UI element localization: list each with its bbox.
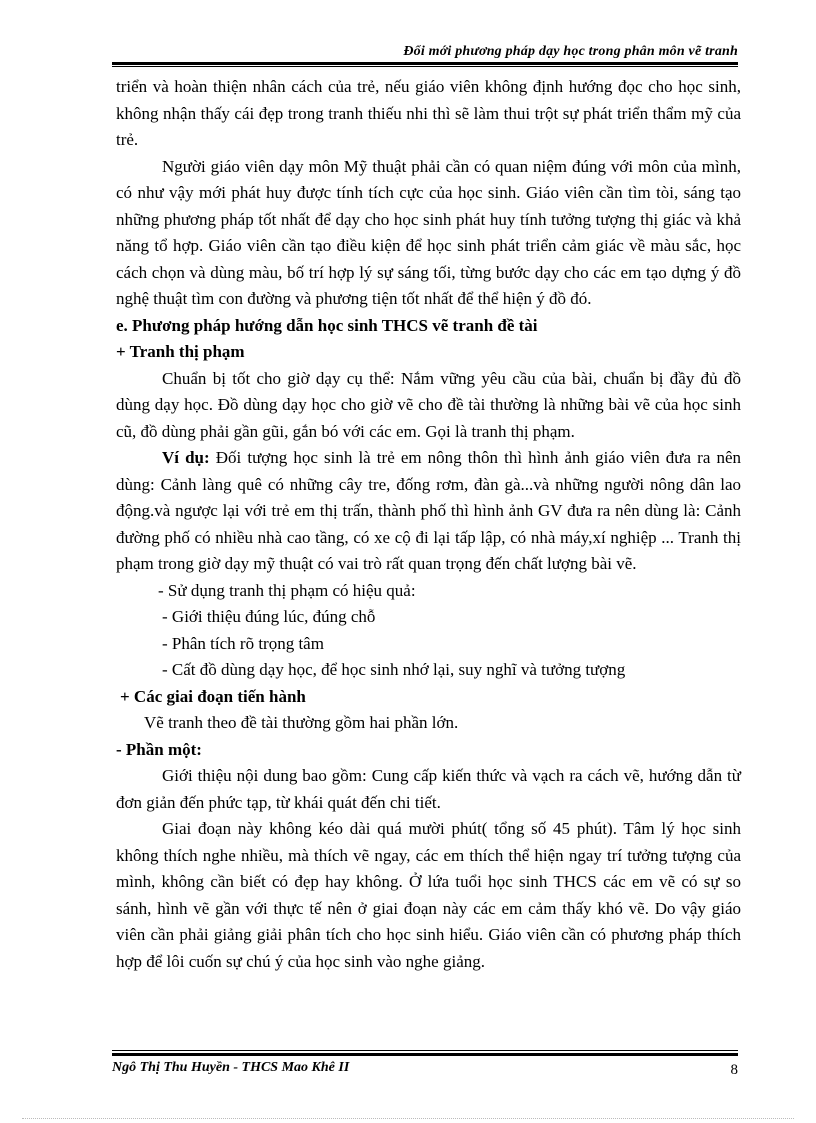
- example-text: Đối tượng học sinh là trẻ em nông thôn thì hình ảnh giáo viên đưa ra nên dùng: Cảnh làng quê có những cây tre, đống rơm, đàn gà...và những người nông dân lao động.và ngược lại với trẻ em thị trấn, thành phố thì hình ảnh GV đưa ra nên dùng là: Cảnh đường phố có nhiều nhà cao tầng, có xe cộ đi lại tấp lập, có nhà máy,xí nghiệp ... Tranh thị phạm trong giờ dạy mỹ thuật có vai trò rất quan trọng đến chất lượng bài vẽ.: [116, 448, 742, 573]
- paragraph: Giai đoạn này không kéo dài quá mười phút( tổng số 45 phút). Tâm lý học sinh không thích nghe nhiều, mà thích vẽ ngay, các em thích thể hiện ngay trí tưởng tượng của mình, không cần biết có đẹp hay không. Ở lứa tuổi học sinh THCS các em vẽ có sự so sánh, hình vẽ gần với thực tế nên ở giai đoạn này các em cảm thấy khó vẽ. Do vậy giáo viên cần phải giảng giải phân tích cho học sinh hiểu. Giáo viên cần có phương pháp thích hợp để lôi cuốn sự chú ý của học sinh vào nghe giảng.: [116, 819, 741, 971]
- paragraph: Giới thiệu nội dung bao gồm: Cung cấp kiến thức và vạch ra cách vẽ, hướng dẫn từ đơn giản đến phức tạp, từ khái quát đến chi tiết.: [116, 766, 741, 812]
- header-rule: [112, 62, 738, 65]
- page-edge-divider: [22, 1118, 794, 1119]
- header-rule-thin: [112, 66, 738, 67]
- paragraph: triển và hoàn thiện nhân cách của trẻ, nếu giáo viên không định hướng đọc cho học sinh, không nhận thấy cái đẹp trong tranh thiếu nhi thì sẽ làm thui trột sự phát triển thẩm mỹ của trẻ.: [116, 77, 741, 149]
- footer-author: Ngô Thị Thu Huyền - THCS Mao Khê II: [112, 1060, 350, 1075]
- stages-text: Vẽ tranh theo đề tài thường gồm hai phần lớn.: [144, 713, 459, 732]
- example-label: Ví dụ:: [162, 448, 210, 467]
- page-number: 8: [730, 1062, 738, 1078]
- list-item: - Giới thiệu đúng lúc, đúng chỗ: [162, 607, 376, 626]
- list-item: - Phân tích rõ trọng tâm: [162, 633, 324, 653]
- footer-rule-thin: [112, 1050, 738, 1051]
- paragraph: Chuẩn bị tốt cho giờ dạy cụ thể: Nắm vững yêu cầu của bài, chuẩn bị đầy đủ đồ dùng dạy học. Đồ dùng dạy học cho giờ vẽ cho đề tài thường là những bài vẽ của học sinh cũ, đồ dùng phải gần gũi, gắn bó với các em. Gọi là tranh thị phạm.: [116, 368, 741, 441]
- list-item: - Cất đồ dùng dạy học, để học sinh nhớ lại, suy nghĩ và tưởng tượng: [162, 660, 626, 679]
- document-body: [116, 74, 741, 975]
- footer-rule: [112, 1053, 738, 1056]
- subheading-part-one: - Phần một:: [116, 739, 202, 759]
- subheading-tranh-thi-pham: + Tranh thị phạm: [116, 342, 245, 361]
- paragraph: Người giáo viên dạy môn Mỹ thuật phải cần có quan niệm đúng với môn của mình, có như vậy mới phát huy được tính tích cực của học sinh. Giáo viên cần tìm tòi, sáng tạo những phương pháp tốt nhất để dạy cho học sinh phát huy tính tưởng tượng thị giác và khả năng tổ hợp. Giáo viên cần tạo điều kiện để học sinh phát triển cảm giác về màu sắc, học cách chọn và dùng màu, bố trí hợp lý sự sáng tối, từng bước dạy cho các em tạo dựng ý đồ nghệ thuật tìm con đường và phương tiện tốt nhất để thể hiện ý đồ đó.: [116, 156, 741, 308]
- page-header: Đổi mới phương pháp dạy học trong phân môn vẽ tranh: [403, 44, 738, 59]
- subheading-stages: + Các giai đoạn tiến hành: [120, 686, 306, 706]
- example-paragraph: [116, 445, 741, 578]
- section-heading-e: e. Phương pháp hướng dẫn học sinh THCS vẽ tranh đề tài: [116, 315, 538, 335]
- list-intro: - Sử dụng tranh thị phạm có hiệu quả:: [158, 580, 416, 600]
